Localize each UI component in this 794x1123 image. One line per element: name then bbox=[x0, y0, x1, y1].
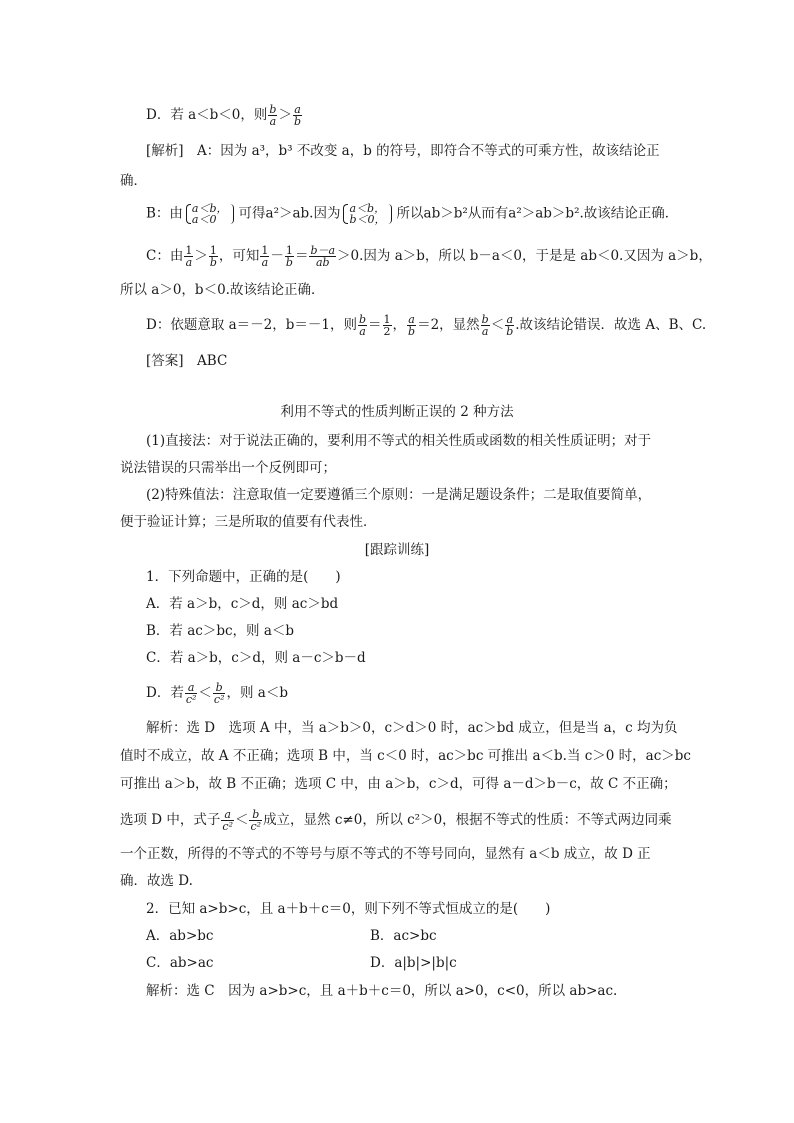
method-2-line2: 便于验证计算；三是所取的值要有代表性． bbox=[120, 514, 377, 530]
solution-1-line6: 确．故选 D. bbox=[120, 873, 193, 889]
fraction-b-over-a: $\frac{b}{a}$ bbox=[481, 313, 489, 338]
question-1: 1．下列命题中，正确的是( ) bbox=[146, 569, 341, 585]
question-2-option-b: B．ac>bc bbox=[370, 928, 437, 944]
solution-1-line5: 一个正数，所得的不等式的不等号与原不等式的不等号同向，显然有 a＜b 成立，故 D 正 bbox=[120, 846, 651, 862]
system-brace-2: a＜b， b＜0， bbox=[343, 203, 393, 225]
analysis-d-line: D：依题意取 a＝－2，b＝－1，则 $\frac{b}{a}$ ＝ $\frac{1}{2}$ ， $\frac{a}{b}$ ＝2，显然 $\frac{b}{a}$ ＜ $\frac{a}{b}$ .故该结论错误．故选 A、B、C. bbox=[146, 313, 707, 338]
method-2-line1: (2)特殊值法：注意取值一定要遵循三个原则：一是满足题设条件；二是取值要简单， bbox=[146, 487, 652, 503]
question-1-option-d: D．若 $\frac{a}{\text{c²}}$ ＜ $\frac{b}{\text{c²}}$ ，则 a＜b bbox=[146, 681, 288, 706]
analysis-a-line1: [解析] A：因为 a³，b³ 不改变 a，b 的符号，即符合不等式的可乘方性，故该结论正 bbox=[146, 143, 660, 159]
analysis-b-line: B：由 a＜b， a＜0 可得a²＞ab.因为 a＜b， b＜0， 所以ab＞b²从而有a²＞ab＞b².故该结论正确． bbox=[146, 202, 679, 226]
analysis-a-line2: 确． bbox=[120, 173, 147, 189]
analysis-c-line1: C：由 $\frac{1}{a}$ ＞ $\frac{1}{b}$ ，可知 $\frac{1}{a}$ － $\frac{1}{b}$ ＝ $\frac{b-a}{ab}$ ＞0.因为 a＞b，所以 b－a＜0，于是是 ab＜0.又因为 a＞b， bbox=[146, 244, 712, 269]
question-2: 2．已知 a>b>c，且 a＋b＋c＝0，则下列不等式恒成立的是( ) bbox=[146, 901, 551, 917]
fraction-b-over-c2: $\frac{b}{\text{c²}}$ bbox=[213, 681, 225, 706]
fraction-1-over-b: $\frac{1}{b}$ bbox=[209, 244, 217, 269]
answer-line: [答案] ABC bbox=[146, 353, 228, 369]
fraction-1-over-a: $\frac{1}{a}$ bbox=[185, 244, 193, 269]
method-1-line2: 说法错误的只需举出一个反例即可； bbox=[120, 460, 336, 476]
fraction-1-over-a: $\frac{1}{a}$ bbox=[261, 244, 269, 269]
solution-2: 解析：选 C 因为 a>b>c，且 a＋b＋c＝0，所以 a>0，c<0，所以 ab>ac. bbox=[146, 983, 618, 999]
fraction-1-over-b: $\frac{1}{b}$ bbox=[285, 244, 293, 269]
method-heading: 利用不等式的性质判断正误的 2 种方法 bbox=[280, 404, 514, 420]
option-d-line: D．若 a＜b＜0，则 $\frac{b}{a}$ ＞ $\frac{a}{b}$ bbox=[146, 103, 301, 128]
fraction-b-over-c2: $\frac{b}{\text{c²}}$ bbox=[250, 808, 262, 833]
solution-1-line3: 可推出 a＞b，故 B 不正确；选项 C 中，由 a＞b，c＞d，可得 a－d＞b－c，故 C 不正确； bbox=[120, 776, 677, 792]
question-1-option-b: B．若 ac＞bc，则 a＜b bbox=[146, 623, 295, 639]
fraction-a-over-b: $\frac{a}{b}$ bbox=[293, 103, 301, 128]
fraction-a-over-b: $\frac{a}{b}$ bbox=[408, 313, 416, 338]
analysis-c-line2: 所以 a＞0，b＜0.故该结论正确． bbox=[120, 282, 325, 298]
fraction-b-over-a: $\frac{b}{a}$ bbox=[358, 313, 367, 338]
question-2-option-c: C．ab>ac bbox=[146, 955, 214, 971]
method-1-line1: (1)直接法：对于说法正确的，要利用不等式的相关性质或函数的相关性质证明；对于 bbox=[146, 433, 652, 449]
fraction-a-over-b: $\frac{a}{b}$ bbox=[506, 313, 514, 338]
solution-1-line2: 值时不成立，故 A 不正确；选项 B 中，当 c＜0 时，ac＞bc 可推出 a＜b.当 c＞0 时，ac＞bc bbox=[120, 748, 691, 764]
option-d-text: D．若 a＜b＜0，则 bbox=[146, 107, 268, 123]
fraction-a-over-c2: $\frac{a}{\text{c²}}$ bbox=[222, 808, 233, 833]
fraction-bma-over-ab: $\frac{b-a}{ab}$ bbox=[310, 244, 336, 269]
question-2-option-d: D．a|b|>|b|c bbox=[370, 955, 457, 971]
question-1-option-a: A．若 a＞b，c＞d，则 ac＞bd bbox=[146, 596, 339, 612]
system-brace-1: a＜b， a＜0 bbox=[186, 203, 236, 225]
practice-heading: [跟踪训练] bbox=[364, 542, 430, 558]
solution-1-line4: 选项 D 中，式子 $\frac{a}{\text{c²}}$ ＜ $\frac{b}{\text{c²}}$ 成立，显然 c≠0，所以 c²＞0，根据不等式的性质：不等式两边同乘 bbox=[120, 808, 672, 833]
solution-1-line1: 解析：选 D 选项 A 中，当 a＞b＞0，c＞d＞0 时，ac＞bd 成立，但是当 a，c 均为负 bbox=[146, 720, 678, 736]
fraction-1-over-2: $\frac{1}{2}$ bbox=[383, 313, 391, 338]
fraction-a-over-c2: $\frac{a}{\text{c²}}$ bbox=[185, 681, 197, 706]
fraction-b-over-a: $\frac{b}{a}$ bbox=[269, 103, 277, 128]
question-2-option-a: A．ab>bc bbox=[146, 928, 214, 944]
question-1-option-c: C．若 a＞b，c＞d，则 a－c＞b－d bbox=[146, 650, 366, 666]
